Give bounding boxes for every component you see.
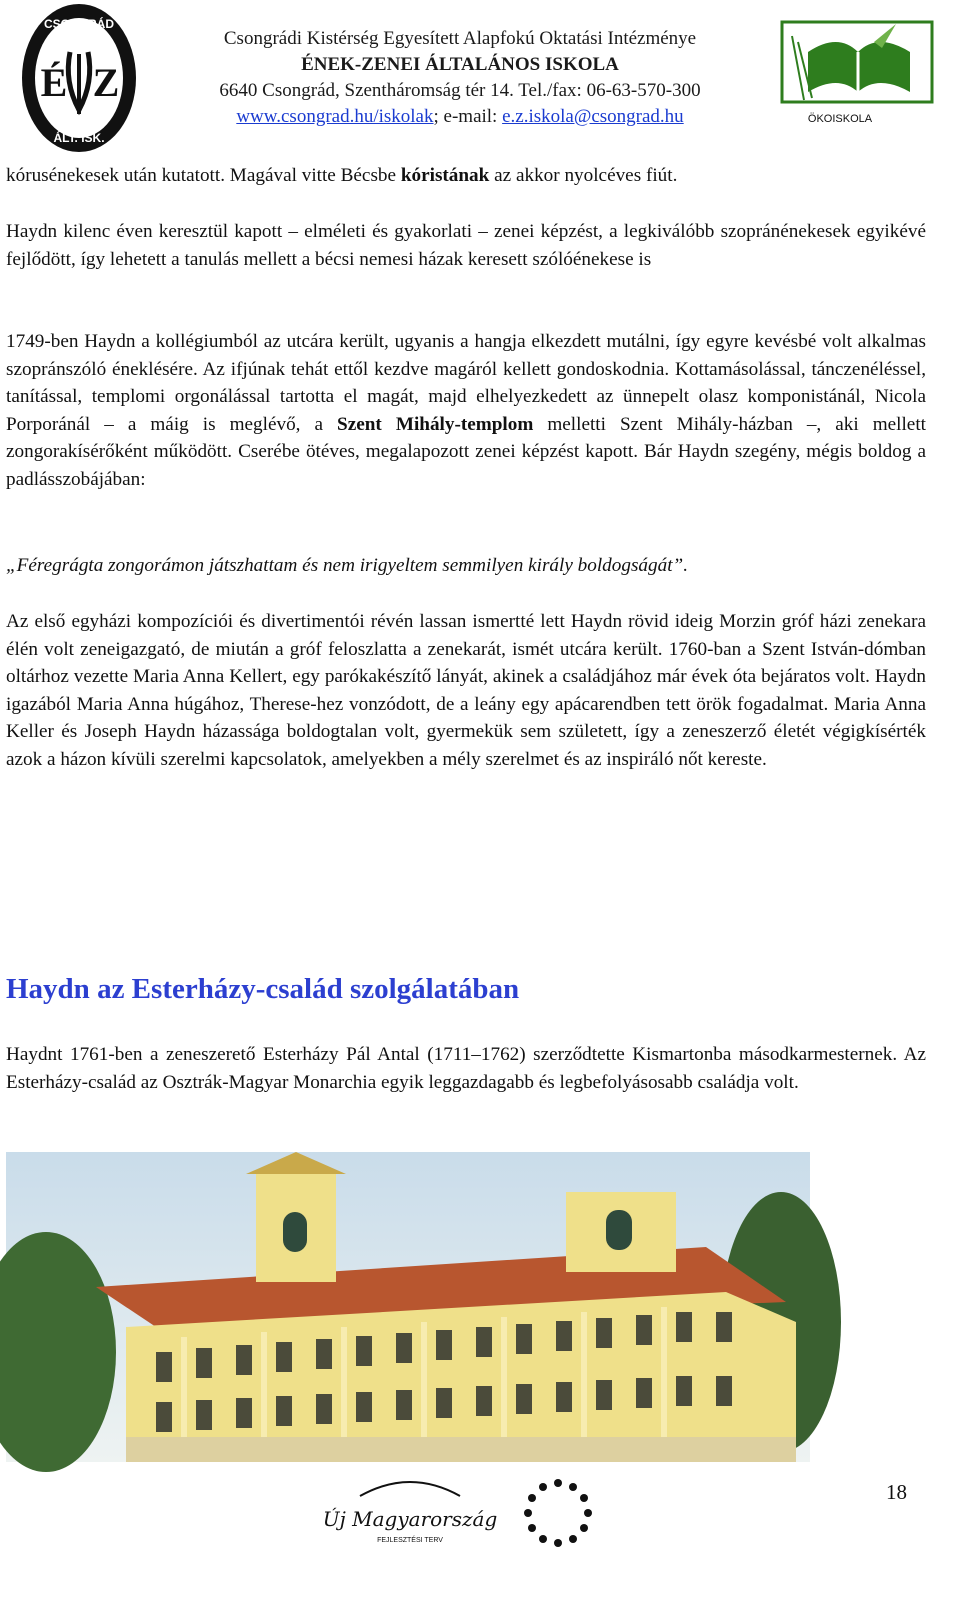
- eu-stars-icon: [515, 1470, 601, 1556]
- emblem-top-text: CSONGRÁD: [43, 17, 115, 31]
- header-school-name: ÉNEK-ZENEI ÁLTALÁNOS ISKOLA: [301, 54, 619, 75]
- p2-text-c: melletti Szent Mihály-házban –, aki mellett zongorakísérőként működött. Cserébe ötéves, megalapozott zenei képzést kapott. Bár Haydn szegény, mégis boldog a padlásszobájában:: [6, 413, 926, 490]
- section-paragraph-1: Haydnt 1761-ben a zeneszerető Esterházy Pál Antal (1711–1762) szerződtette Kismartonba másodkarmesternek. Az Esterházy-család az Osztrák-Magyar Monarchia egyik leggazdagabb és legbefolyásosabb családja volt.: [6, 1044, 926, 1093]
- quote-paragraph: „Féregrágta zongorámon játszhattam és nem irigyeltem semmilyen király boldogságát”.: [6, 555, 688, 576]
- paragraph-1: Haydn kilenc éven keresztül kapott – elméleti és gyakorlati – zenei képzést, a legkiválóbb szopránénekesek egyikévé fejlődött, így lehetett a tanulás mellett a bécsi nemesi házak keresett szólóénekese is: [6, 221, 926, 270]
- paragraph-0: [6, 162, 926, 190]
- uj-magyarorszag-sub: FEJLESZTÉSI TERV: [377, 1537, 443, 1544]
- section-heading: Haydn az Esterházy-család szolgálatában: [6, 973, 520, 1005]
- header-contact: [140, 104, 780, 130]
- header-institution: Csongrádi Kistérség Egyesített Alapfokú Oktatási Intézménye: [223, 28, 697, 49]
- paragraph-3: Az első egyházi kompozíciói és divertimentói révén lassan ismertté lett Haydn rövid ideig Morzin gróf házi zenekara élén volt zeneigazgató, de miután a gróf feloszlatta a zenekarát, ismét utcára került. 1760-ban a Szent István-dómban oltárhoz vezette Maria Anna Kellert, egy parókakészítő lányát, akinek a családjához már évek óta bejáratos volt. Haydn igazából Maria Anna húgához, Therese-hez vonzódott, de a leány egy apácarendben tett örök fogadalmat. Maria Anna Keller és Joseph Haydn házassága boldogtalan volt, gyermekük sem született, így a zeneszerző életét végigkísérték azok a házon kívüli szerelmi kapcsolatok, amelyekben a mély szerelmet és az inspiráló nőt kereste.: [6, 611, 926, 770]
- emblem-letter-left: É: [40, 60, 68, 105]
- email-separator: ; e-mail:: [433, 106, 503, 127]
- school-emblem-logo: [20, 2, 138, 154]
- p0-bold: kóristának: [400, 165, 490, 186]
- palace-photo: [6, 1152, 810, 1462]
- email-link[interactable]: e.z.iskola@csongrad.hu: [502, 106, 684, 127]
- emblem-bottom-text: ÁLT. ISK.: [53, 131, 105, 145]
- eco-school-logo: [778, 12, 938, 132]
- emblem-letter-right: Z: [92, 60, 120, 105]
- school-header: [140, 26, 780, 130]
- uj-magyarorszag-logo: [322, 1468, 498, 1558]
- p0-text-a: kórusénekesek után kutatott. Magával vitte Bécsbe: [6, 165, 401, 186]
- header-address: 6640 Csongrád, Szentháromság tér 14. Tel./fax: 06-63-570-300: [219, 80, 701, 101]
- paragraph-2: [6, 328, 926, 493]
- website-link[interactable]: www.csongrad.hu/iskolak: [236, 106, 434, 127]
- uj-magyarorszag-text: Új Magyarország: [322, 1507, 498, 1531]
- eco-school-caption: ÖKOISKOLA: [807, 113, 873, 125]
- open-book-tree-icon: [782, 22, 932, 102]
- p2-bold: Szent Mihály-templom: [337, 413, 534, 435]
- page-number: 18: [886, 1480, 907, 1504]
- p2-text-a: 1749-ben Haydn a kollégiumból az utcára került, ugyanis a hangja elkezdett mutálni, így egyre kevésbé volt alkalmas szopránszóló éneklésére. Az ifjúnak tehát ettől kezdve magáról kellett gondoskodnia. Kottamásolással, tánczenéléssel, tanítással, templomi orgonálással tartotta el magát, majd elhelyezkedett az ünnepelt olasz komponistánál, Nicola Porporánál – a máig is meglévő, a: [6, 331, 926, 435]
- p0-text-c: az akkor nyolcéves fiút.: [489, 165, 678, 186]
